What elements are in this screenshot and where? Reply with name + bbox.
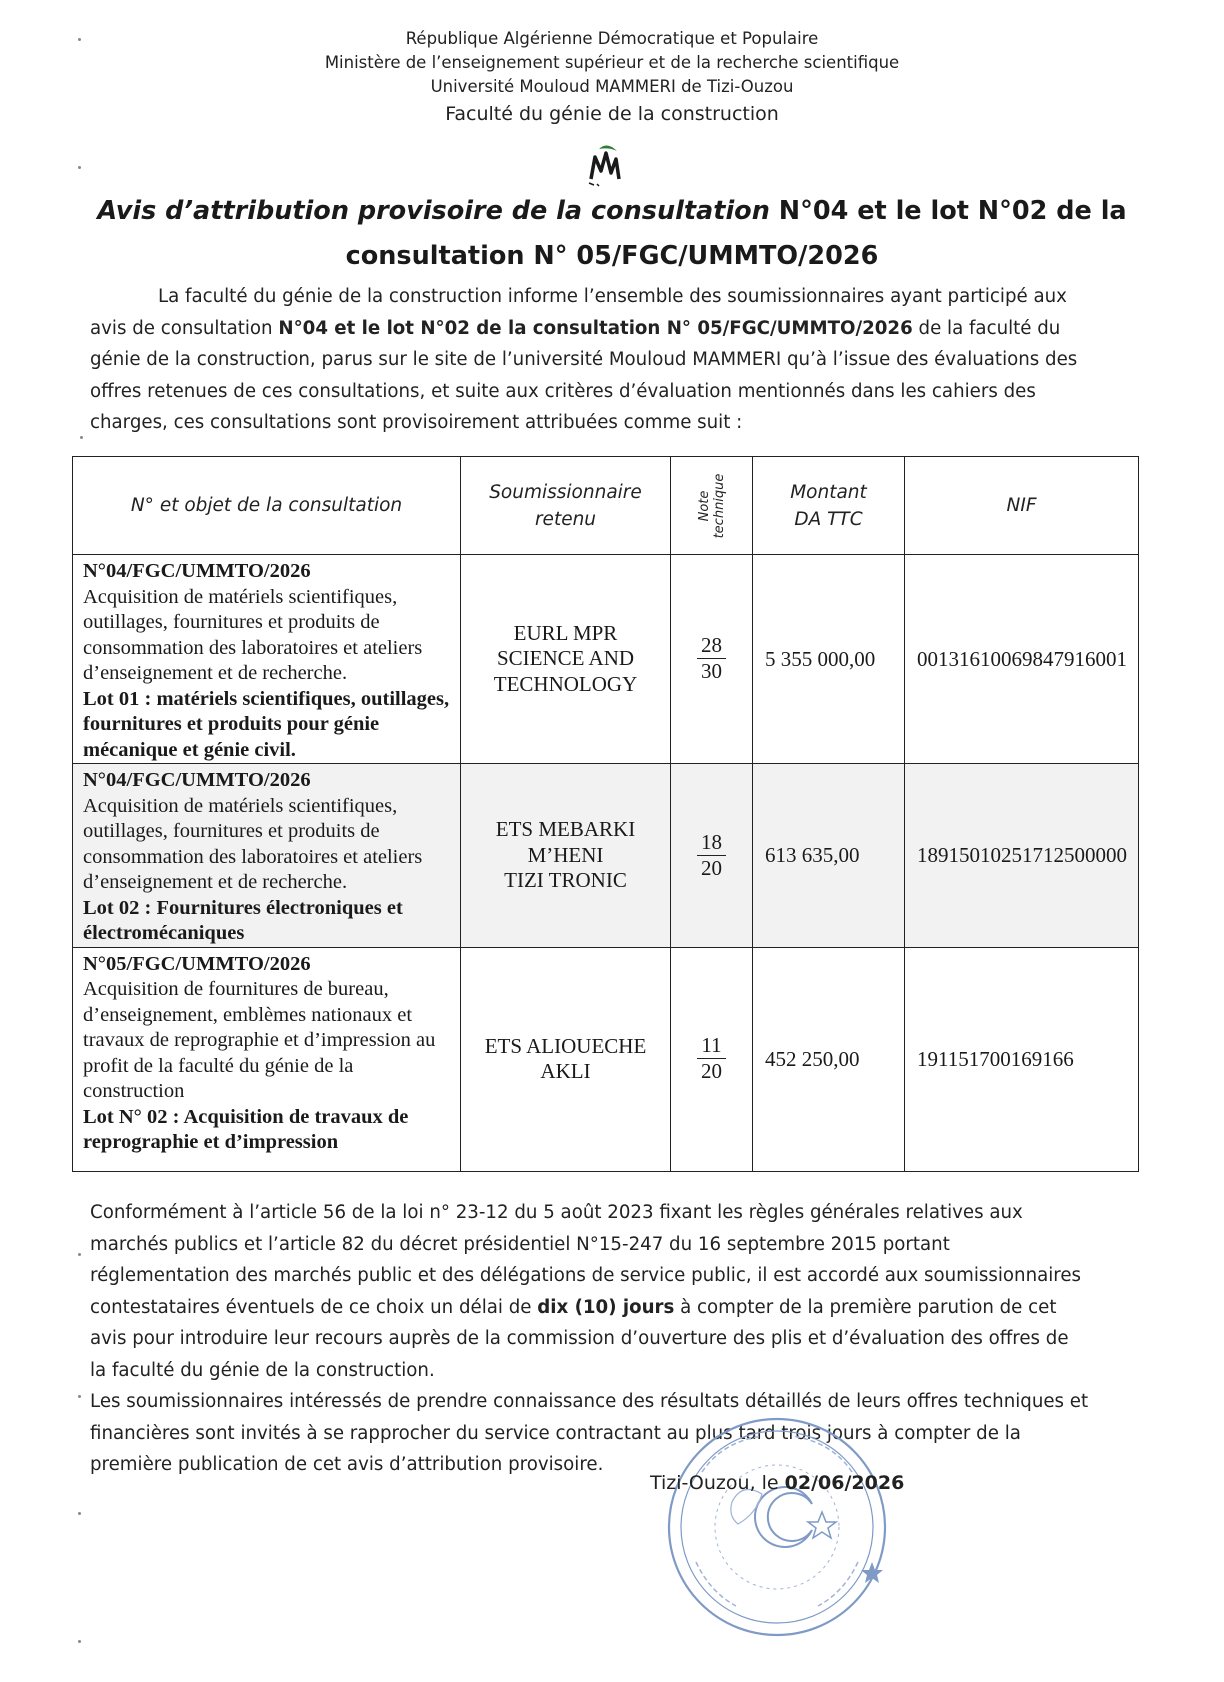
legal-text-2: à compter de la première parution de cet avis pour introduire leur recours auprès de la commission d’ouverture des plis et d’évaluation des offres de la faculté du génie de la construction. <box>90 1296 1069 1381</box>
header-ministry: Ministère de l’enseignement supérieur et de la recherche scientifique <box>324 53 900 72</box>
notice-title-line2: consultation N° 05/FGC/UMMTO/2026 <box>345 241 879 271</box>
row2-lot: Lot 02 : Fournitures électroniques et électromécaniques <box>83 896 403 944</box>
header-faculty: Faculté du génie de la construction <box>445 103 779 125</box>
legal-text-1: Conformément à l’article 56 de la loi n° 23-12 du 5 août 2023 fixant les règles générales relatives aux marchés publics et l’article 82 du décret présidentiel N°15-247 du 16 septembre 2015 portant réglementation des marchés public et des délégations de service public, il est accordé aux soumissionnaires contestataires éventuels de ce choix un délai de <box>90 1202 1082 1318</box>
intro-paragraph <box>90 281 1090 439</box>
row3-ref: N°05/FGC/UMMTO/2026 <box>83 952 311 975</box>
row1-description: Acquisition de matériels scientifiques, outillages, fournitures et produits de consommation des laboratoires et ateliers d’enseignement et de recherche. <box>83 585 423 684</box>
legal-paragraph <box>90 1197 1090 1386</box>
notice-title-line1 <box>90 196 1134 226</box>
scan-speck <box>78 1512 81 1515</box>
row1-soum-line2: SCIENCE AND <box>496 646 635 671</box>
row1-nif: 001316100698479160​01 <box>905 555 1139 764</box>
university-logo-icon <box>585 143 625 187</box>
col-header-soum-line1: Soumissionnaire <box>489 481 642 503</box>
official-stamp-icon <box>662 1412 892 1642</box>
signature-date: 02/06/2026 <box>784 1472 905 1494</box>
row1-montant: 5 355 000,00 <box>753 555 905 764</box>
row2-objet <box>73 764 461 948</box>
scan-speck <box>78 1640 81 1643</box>
col-header-note <box>671 457 753 555</box>
row3-objet <box>73 947 461 1171</box>
col-header-montant-line2: DA TTC <box>794 508 863 530</box>
header-republic: République Algérienne Démocratique et Populaire <box>405 29 819 48</box>
row1-objet <box>73 555 461 764</box>
row2-ref: N°04/FGC/UMMTO/2026 <box>83 769 311 791</box>
row3-soum-line2: AKLI <box>540 1059 591 1083</box>
row3-soum-line1: ETS ALIOUECHE <box>484 1033 647 1058</box>
signature-place: Tizi-Ouzou, le <box>650 1472 785 1494</box>
col-header-objet: N° et objet de la consultation <box>73 457 461 555</box>
notice-title-rest: N°04 et le lot N°02 de la <box>769 196 1127 226</box>
row3-note-num: 11 <box>697 1033 726 1059</box>
row1-note-den: 30 <box>701 659 722 684</box>
row1-note-num: 28 <box>697 633 726 659</box>
row3-montant: 452 250,00 <box>753 947 905 1171</box>
row3-lot: Lot N° 02 : Acquisition de travaux de reprographie et d’impression <box>83 1105 409 1153</box>
row3-soumissionnaire <box>461 947 671 1171</box>
row2-soum-line1: ETS MEBARKI <box>495 817 636 841</box>
row2-soum-line2: M’HENI <box>527 842 604 867</box>
signature-line <box>650 1472 904 1494</box>
info-paragraph: Les soumissionnaires intéressés de prendre connaissance des résultats détaillés de leurs offres techniques et financières sont invités à se rapprocher du service contractant au plus tard trois jours à compter de la première publication de cet avis d’attribution provisoire. <box>90 1391 1089 1475</box>
row2-nif: 18915010251712500000 <box>905 764 1139 948</box>
col-header-note-line1: Note <box>696 490 712 521</box>
row2-note-num: 18 <box>697 830 726 856</box>
intro-text-1: La faculté du génie de la construction informe l’ensemble des soumissionnaires ayant participé aux avis de consultation <box>90 286 1067 339</box>
table-row <box>73 947 1139 1171</box>
row2-note-den: 20 <box>701 855 722 880</box>
col-header-montant-line1: Montant <box>790 481 867 503</box>
row2-montant: 613 635,00 <box>753 764 905 948</box>
notice-title-italic: Avis d’attribution provisoire de la consultation <box>97 196 770 226</box>
row3-nif: 191151700169166 <box>905 947 1139 1171</box>
row2-description: Acquisition de matériels scientifiques, outillages, fournitures et produits de consommation des laboratoires et ateliers d’enseignement et de recherche. <box>83 794 423 893</box>
scan-speck <box>80 436 83 439</box>
intro-text-2: de la faculté du génie de la construction, parus sur le site de l’université Mouloud MAMMERI qu’à l’issue des évaluations des offres retenues de ces consultations, et suite aux critères d’évaluation mentionnés dans les cahiers des charges, ces consultations sont provisoirement attribuées comme suit : <box>90 317 1078 433</box>
col-header-soumissionnaire <box>461 457 671 555</box>
table-row <box>73 764 1139 948</box>
col-header-montant <box>753 457 905 555</box>
row1-soumissionnaire <box>461 555 671 764</box>
row1-note <box>671 555 753 764</box>
row2-note <box>671 764 753 948</box>
row1-soum-line1: EURL MPR <box>513 620 618 645</box>
row1-soum-line3: TECHNOLOGY <box>493 671 638 696</box>
table-row <box>73 555 1139 764</box>
legal-delay: dix (10) jours <box>537 1296 675 1318</box>
row2-soumissionnaire <box>461 764 671 948</box>
row1-lot: Lot 01 : matériels scientifiques, outillages, fournitures et produits pour génie mécanique et génie civil. <box>83 687 450 761</box>
col-header-note-line2: technique <box>711 473 727 538</box>
scan-speck <box>78 1253 81 1256</box>
row2-soum-line3: TIZI TRONIC <box>504 868 627 892</box>
scan-speck <box>78 1395 81 1398</box>
attribution-table <box>72 456 1139 1172</box>
scan-speck <box>78 166 81 169</box>
row3-note <box>671 947 753 1171</box>
table-header-row <box>73 457 1139 555</box>
row3-description: Acquisition de fournitures de bureau, d’enseignement, emblèmes nationaux et travaux de reprographie et d’impression au profit de la faculté du génie de la construction <box>83 978 436 1102</box>
scan-speck <box>78 38 81 41</box>
col-header-nif: NIF <box>905 457 1139 555</box>
row1-ref: N°04/FGC/UMMTO/2026 <box>83 560 311 582</box>
col-header-soum-line2: retenu <box>534 508 597 530</box>
row3-note-den: 20 <box>701 1059 722 1084</box>
intro-bold-ref: N°04 et le lot N°02 de la consultation N° 05/FGC/UMMTO/2026 <box>278 317 913 339</box>
header-university: Université Mouloud MAMMERI de Tizi-Ouzou <box>430 77 794 96</box>
